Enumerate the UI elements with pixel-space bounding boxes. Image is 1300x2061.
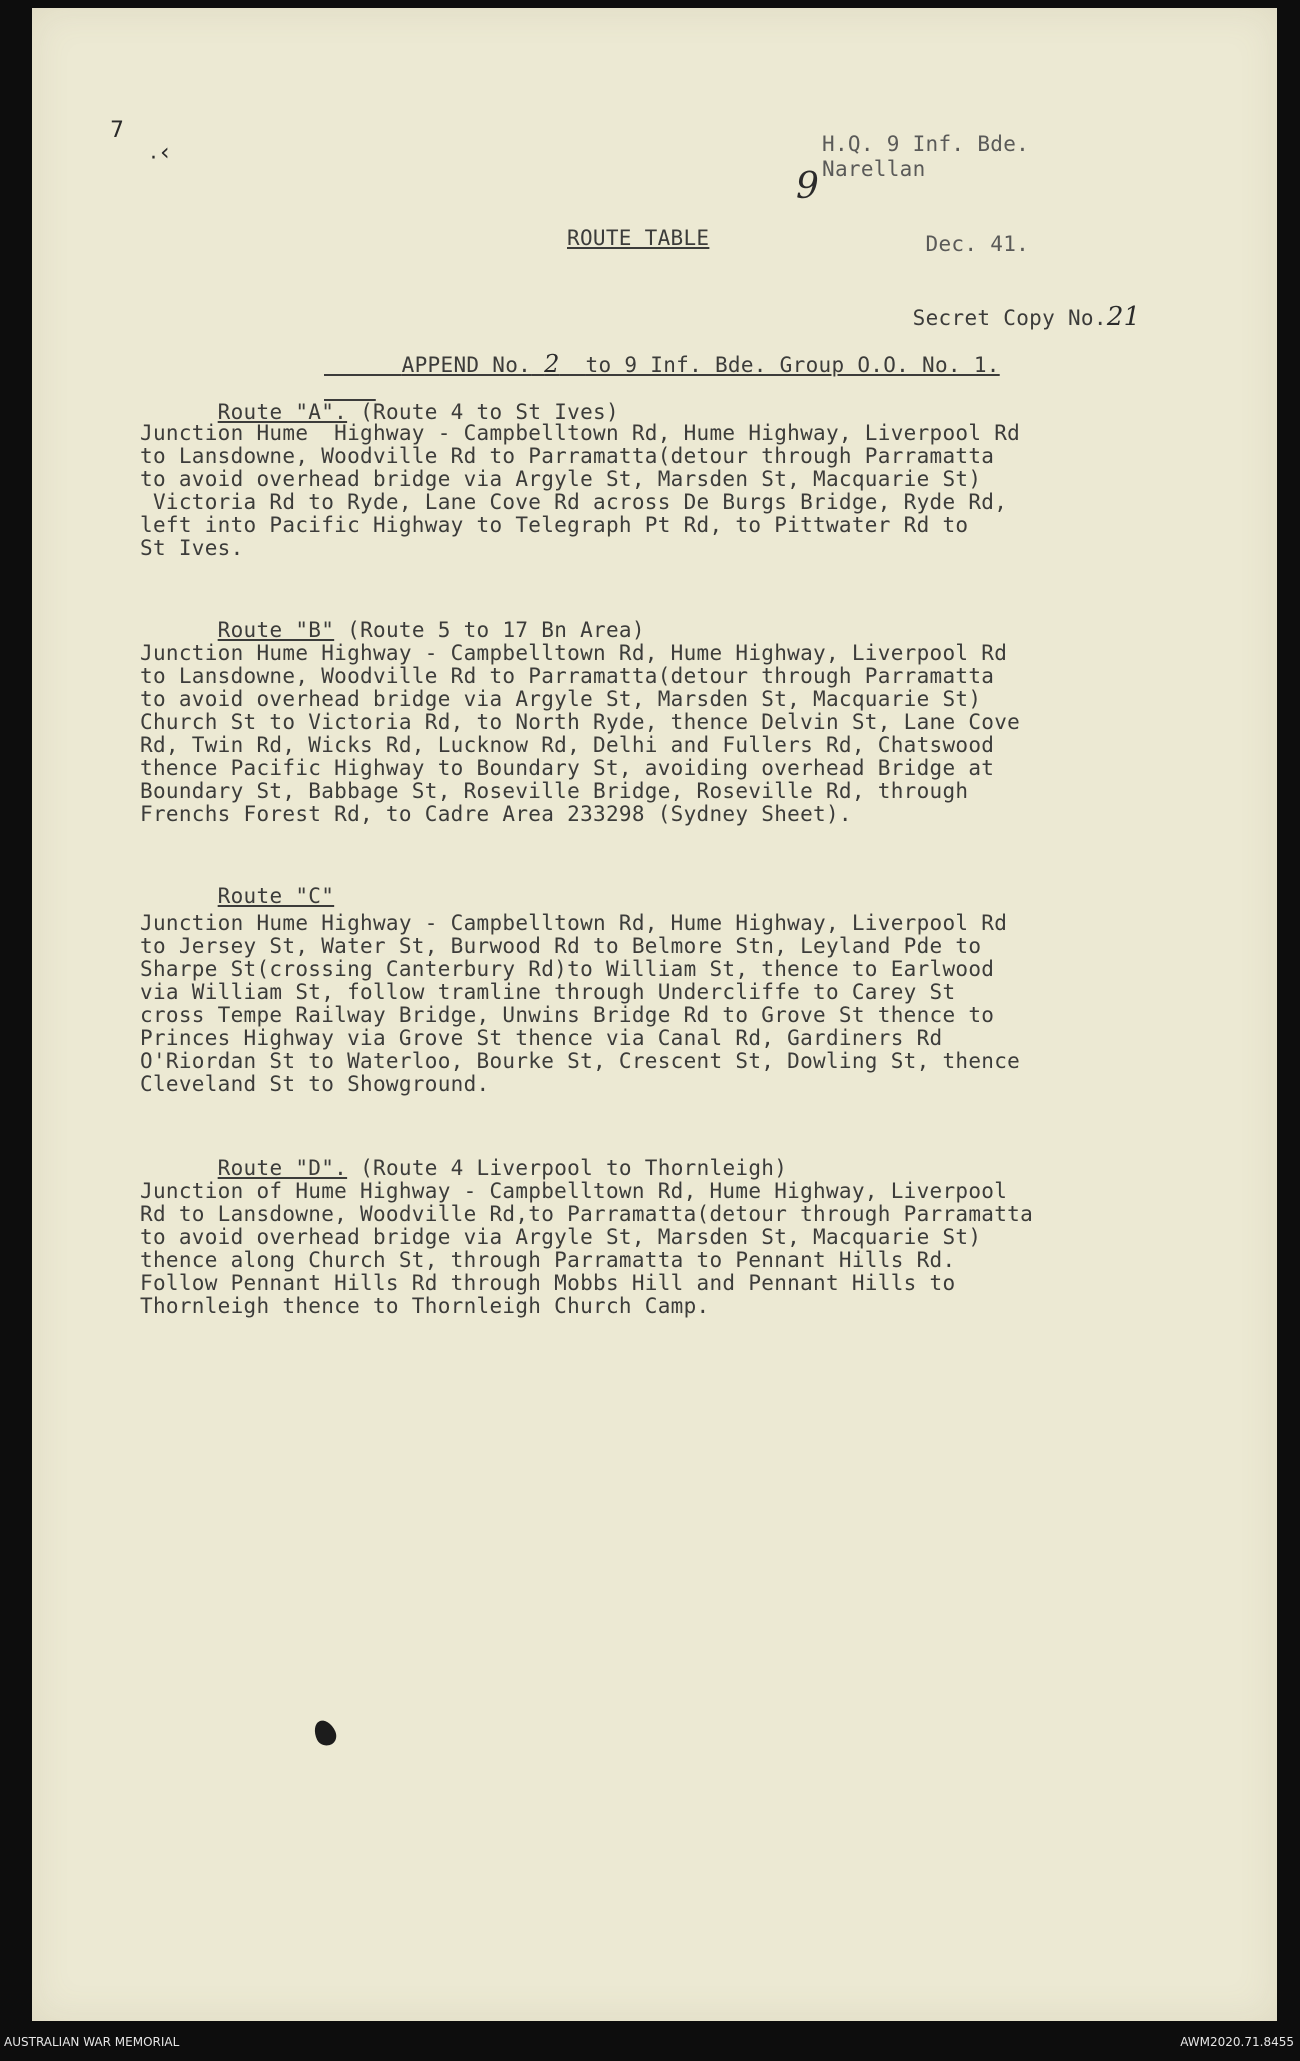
route-a-text: Junction Hume Highway - Campbelltown Rd, Hume Highway, Liverpool Rd to Lansdowne, Woodville Rd to Parramatta(detour through Parramatta to avoid overhead bridge via Argyle St, Marsden St, Macquarie St) Victoria Rd to Ryde, Lane Cove Rd across De Burgs Bridge, Ryde Rd, left into Pacific Highway to Telegraph Pt Rd, to Pittwater Rd to St Ives. <box>140 421 1021 560</box>
header-block <box>796 132 1030 282</box>
footer-accession: AWM2020.71.8455 <box>1180 2035 1294 2049</box>
header-line-3: 9 Dec. 41. <box>796 166 1030 256</box>
document-title: ROUTE TABLE <box>567 226 710 250</box>
handwritten-append-number: 2 <box>544 350 560 378</box>
header-line-1: H.Q. 9 Inf. Bde. <box>822 132 1030 156</box>
document-page <box>32 8 1277 2021</box>
margin-mark: · <box>150 146 158 171</box>
margin-mark: ‹ <box>160 138 170 166</box>
secret-copy-label: Secret Copy No. <box>912 306 1107 330</box>
route-c-text: Junction Hume Highway - Campbelltown Rd, Hume Highway, Liverpool Rd to Jersey St, Water St, Burwood Rd to Belmore Stn, Leyland Pde to Sharpe St(crossing Canterbury Rd)to William St, thence to Earlwood via William St, follow tramline through Undercliffe to Carey St cross Tempe Railway Bridge, Unwins Bridge Rd to Grove St thence to Princes Highway via Grove St thence via Canal Rd, Gardiners Rd O'Riordan St to Waterloo, Bourke St, Crescent St, Dowling St, thence Cleveland St to Showground. <box>140 911 1021 1096</box>
footer-source: AUSTRALIAN WAR MEMORIAL <box>4 2035 180 2049</box>
route-a-heading: Route "A". (Route 4 to St Ives) <box>217 400 619 424</box>
route-d-text: Junction of Hume Highway - Campbelltown Rd, Hume Highway, Liverpool Rd to Lansdowne, Woodville Rd,to Parramatta(detour through Parramatta to avoid overhead bridge via Argyle St, Marsden St, Macquarie St) thence along Church St, through Parramatta to Pennant Hills Rd. Follow Pennant Hills Rd through Mobbs Hill and Pennant Hills to Thornleigh thence to Thornleigh Church Camp. <box>140 1179 1034 1318</box>
route-c-heading: Route "C" <box>217 884 335 908</box>
route-b-heading: Route "B" (Route 5 to 17 Bn Area) <box>217 618 645 642</box>
header-line-2: Narellan <box>822 157 926 181</box>
route-d-heading: Route "D". (Route 4 Liverpool to Thornleigh) <box>217 1156 788 1180</box>
document-content <box>32 8 1277 2021</box>
handwritten-copy-number: 21 <box>1106 302 1141 332</box>
margin-mark: 7 <box>110 118 125 143</box>
append-line: APPEND No. 2 to 9 Inf. Bde. Group O.O. No. 1. <box>401 350 1000 378</box>
route-b-text: Junction Hume Highway - Campbelltown Rd, Hume Highway, Liverpool Rd to Lansdowne, Woodville Rd to Parramatta(detour through Parramatta to avoid overhead bridge via Argyle St, Marsden St, Macquarie St) Church St to Victoria Rd, to North Ryde, thence Delvin St, Lane Cove Rd, Twin Rd, Wicks Rd, Lucknow Rd, Delhi and Fullers Rd, Chatswood thence Pacific Highway to Boundary St, avoiding overhead Bridge at Boundary St, Babbage St, Roseville Bridge, Roseville Rd, through Frenchs Forest Rd, to Cadre Area 233298 (Sydney Sheet). <box>140 641 1021 826</box>
ink-blot <box>310 1717 339 1749</box>
footer-bar <box>0 2021 1300 2061</box>
handwritten-day: 9 <box>796 166 820 207</box>
